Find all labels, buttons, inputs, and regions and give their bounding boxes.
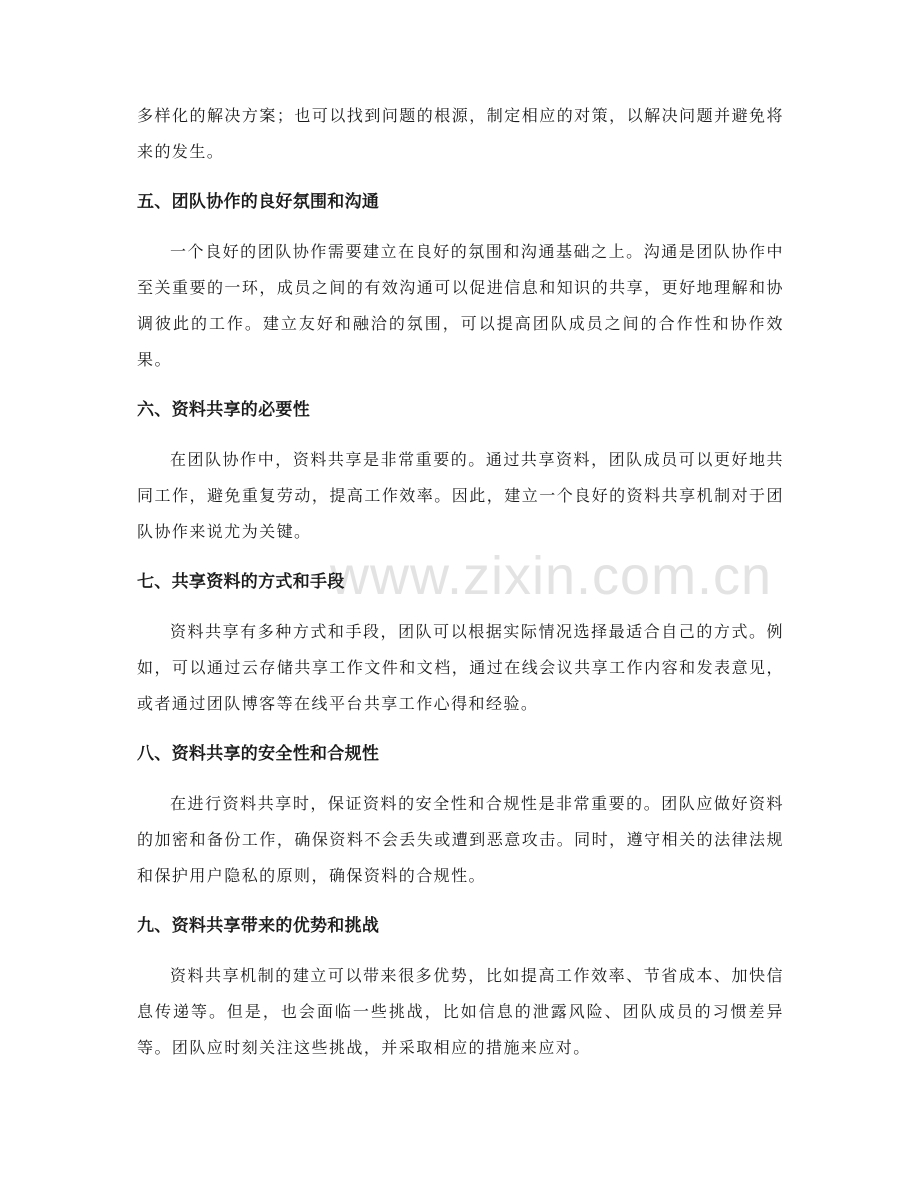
section-body-5: 一个良好的团队协作需要建立在良好的氛围和沟通基础之上。沟通是团队协作中至关重要的一环，成员之间的有效沟通可以促进信息和知识的共享，更好地理解和协调彼此的工作。建立友好和融洽的氛围，可以提高团队成员之间的合作性和协作效果。 [137,242,784,369]
intro-paragraph: 多样化的解决方案；也可以找到问题的根源，制定相应的对策，以解决问题并避免将来的发生。 [137,106,784,161]
watermark: www.zixin.com.cn [330,546,773,606]
section-body-6: 在团队协作中，资料共享是非常重要的。通过共享资料，团队成员可以更好地共同工作，避免重复劳动，提高工作效率。因此，建立一个良好的资料共享机制对于团队协作来说尤为关键。 [137,450,784,541]
section-heading-6: 六、资料共享的必要性 [137,400,310,420]
section-body-8: 在进行资料共享时，保证资料的安全性和合规性是非常重要的。团队应做好资料的加密和备份工作，确保资料不会丢失或遭到恶意攻击。同时，遵守相关的法律法规和保护用户隐私的原则，确保资料的合规性。 [137,794,784,885]
section-heading-5: 五、团队协作的良好氛围和沟通 [137,192,380,212]
document-body [137,98,784,1066]
section-heading-8: 八、资料共享的安全性和合规性 [137,744,380,764]
section-body-9: 资料共享机制的建立可以带来很多优势，比如提高工作效率、节省成本、加快信息传递等。但是，也会面临一些挑战，比如信息的泄露风险、团队成员的习惯差异等。团队应时刻关注这些挑战，并采取相应的措施来应对。 [137,966,784,1057]
section-heading-7: 七、共享资料的方式和手段 [137,572,345,592]
section-heading-9: 九、资料共享带来的优势和挑战 [137,916,380,936]
section-body-7: 资料共享有多种方式和手段，团队可以根据实际情况选择最适合自己的方式。例如，可以通过云存储共享工作文件和文档，通过在线会议共享工作内容和发表意见，或者通过团队博客等在线平台共享工作心得和经验。 [137,622,784,713]
